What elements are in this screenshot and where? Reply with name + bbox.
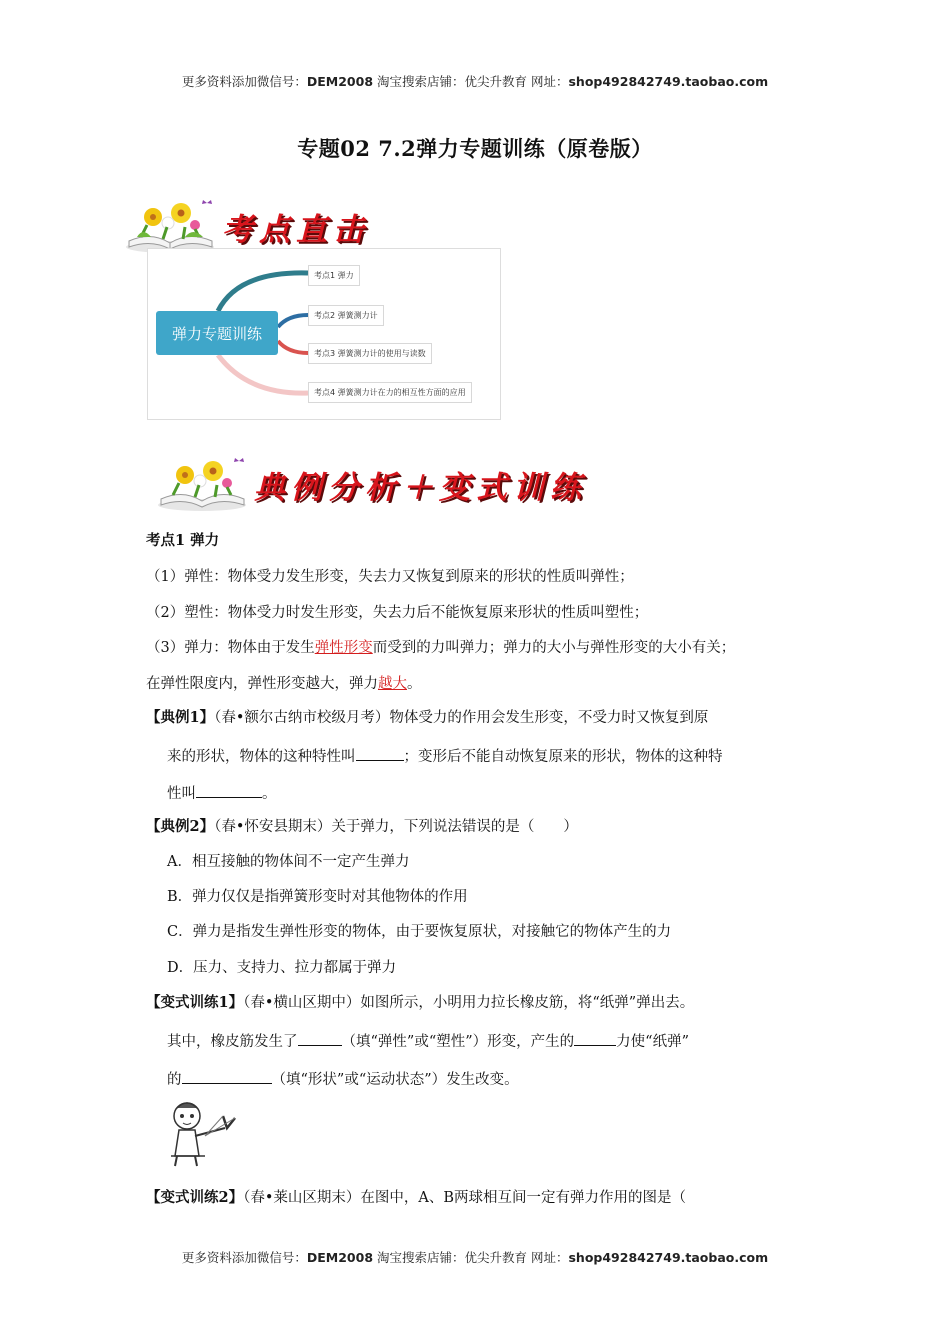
answer-blank[interactable]: [196, 783, 262, 798]
text-line: 来的形状，物体的这种特性叫 ；变形后不能自动恢复原来的形状，物体的这种特: [167, 746, 723, 767]
option-d: D．压力、支持力、拉力都属于弹力: [167, 960, 397, 976]
training-1: 【变式训练1】（春•横山区期中）如图所示，小明用力拉长橡皮筋，将“纸弹”弹出去。: [146, 994, 695, 1011]
answer-blank[interactable]: [574, 1031, 616, 1046]
boy-slingshot-illustration: [165, 1098, 245, 1168]
example-1: 【典例1】（春•额尔古纳市校级月考）物体受力的作用会发生形变，不受力时又恢复到原: [146, 709, 709, 726]
mind-map: [147, 248, 501, 420]
banner-text: 考点直击: [222, 211, 370, 248]
section-heading: 考点1 弹力: [146, 532, 220, 549]
mind-map-leaf: 考点2 弹簧测力计: [308, 305, 384, 326]
section-banner-key-points: [123, 197, 370, 255]
mind-map-leaf: 考点4 弹簧测力计在力的相互性方面的应用: [308, 382, 472, 403]
mind-map-leaf: 考点1 弹力: [308, 265, 360, 286]
banner-text: 典例分析＋变式训练: [254, 469, 587, 506]
answer-blank[interactable]: [356, 746, 404, 761]
open-book-flowers-icon: [123, 197, 218, 255]
highlight-term: 弹性形变: [314, 640, 373, 656]
text-line: （2）塑性：物体受力时发生形变，失去力后不能恢复原来形状的性质叫塑性；: [146, 605, 649, 621]
training-2: 【变式训练2】（春•莱山区期末）在图中，A、B两球相互间一定有弹力作用的图是（: [146, 1189, 687, 1206]
mind-map-leaf: 考点3 弹簧测力计的使用与读数: [308, 343, 432, 364]
text-line: （3）弹力：物体由于发生弹性形变而受到的力叫弹力；弹力的大小与弹性形变的大小有关；: [146, 640, 736, 656]
text-line: 的 （填“形状”或“运动状态”）发生改变。: [167, 1069, 519, 1090]
highlight-term: 越大: [378, 676, 407, 692]
text-line: （1）弹性：物体受力发生形变，失去力又恢复到原来的形状的性质叫弹性；: [146, 569, 634, 585]
section-banner-examples: [155, 455, 587, 513]
answer-blank[interactable]: [298, 1031, 342, 1046]
page-footer: 更多资料添加微信号：DEM2008 淘宝搜索店铺：优尖升教育 网址：shop492842749.taobao.com: [181, 1250, 769, 1265]
example-2: 【典例2】（春•怀安县期末）关于弹力，下列说法错误的是（ ）: [146, 818, 578, 835]
option-b: B．弹力仅仅是指弹簧形变时对其他物体的作用: [167, 889, 468, 905]
text-line: 在弹性限度内，弹性形变越大，弹力越大。: [146, 676, 422, 692]
page-header: 更多资料添加微信号：DEM2008 淘宝搜索店铺：优尖升教育 网址：shop492842749.taobao.com: [181, 74, 769, 89]
text-line: 其中，橡皮筋发生了 （填“弹性”或“塑性”）形变，产生的 力使“纸弹”: [167, 1031, 689, 1052]
document-title: 专题02 7.2弹力专题训练（原卷版）: [297, 136, 653, 161]
option-c: C．弹力是指发生弹性形变的物体，由于要恢复原状，对接触它的物体产生的力: [167, 924, 672, 940]
open-book-flowers-icon: [155, 455, 250, 513]
answer-blank[interactable]: [182, 1069, 272, 1084]
text-line: 性叫 。: [167, 783, 277, 804]
mind-map-root: 弹力专题训练: [156, 311, 278, 355]
option-a: A．相互接触的物体间不一定产生弹力: [167, 854, 410, 870]
